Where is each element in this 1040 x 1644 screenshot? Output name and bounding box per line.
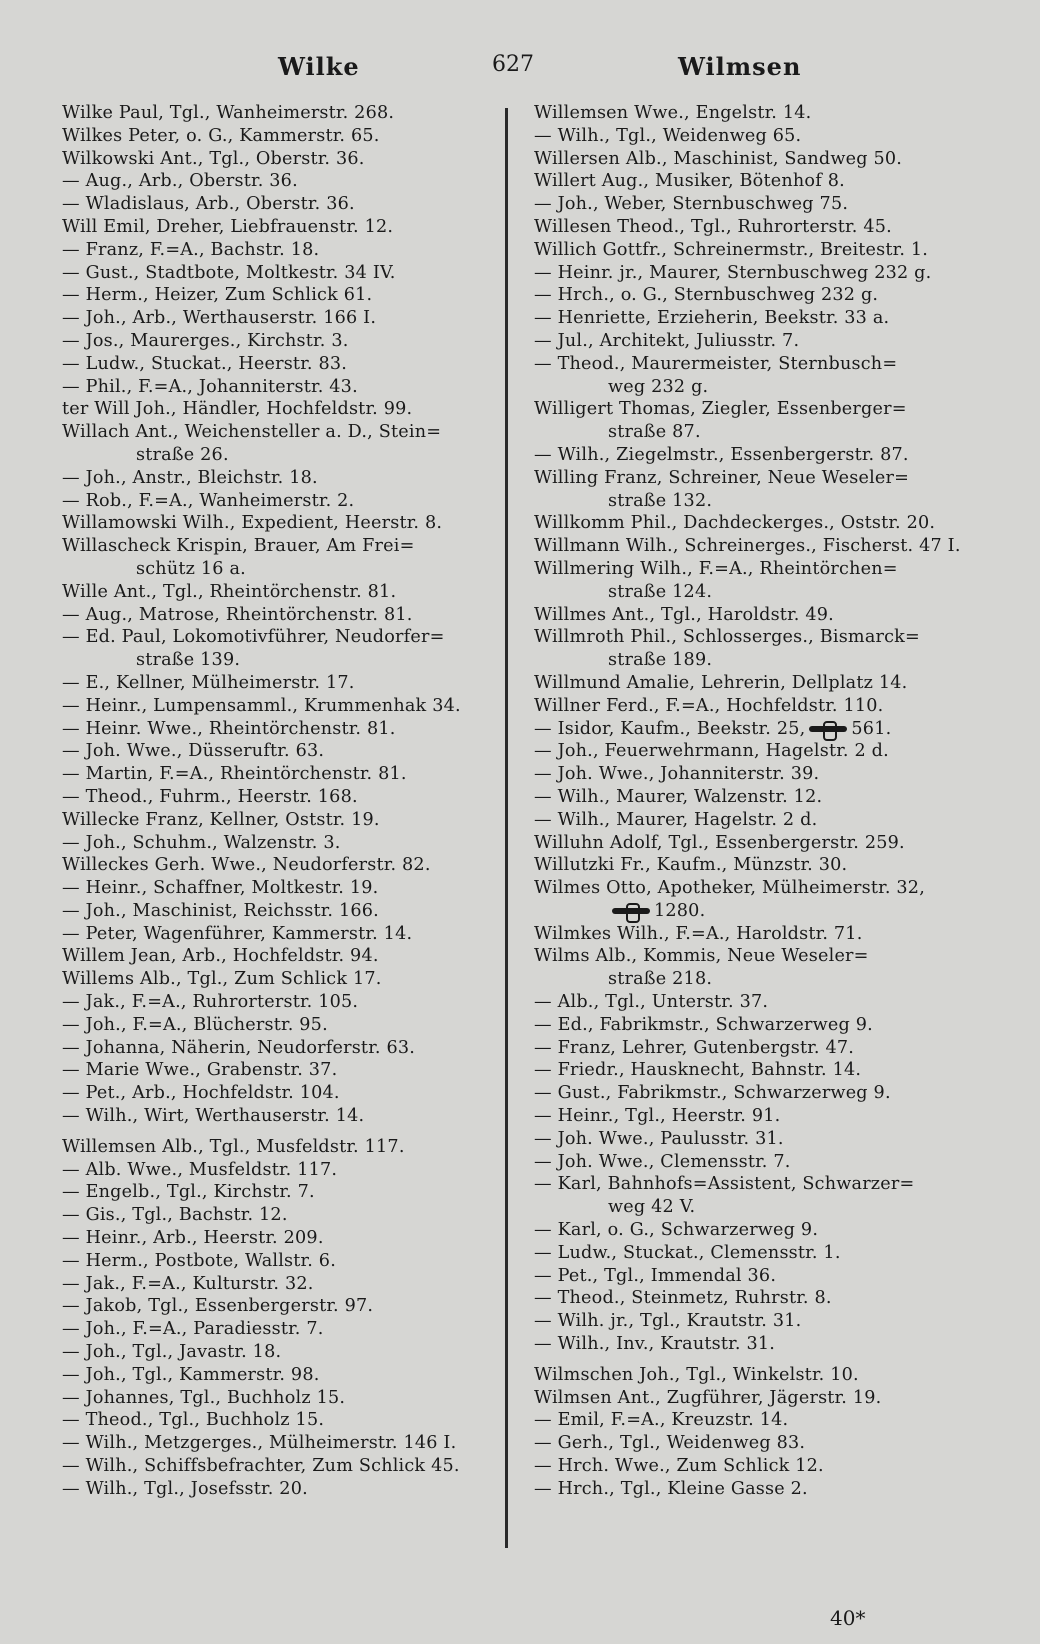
directory-entry (62, 604, 502, 627)
entry-text: — Wilh., Maurer, Walzenstr. 12. (534, 786, 823, 807)
entry-text: Willem Jean, Arb., Hochfeldstr. 94. (62, 946, 379, 967)
entry-text: — Heinr. jr., Maurer, Sternbuschweg 232 g. (534, 262, 932, 283)
entry-text: — Theod., Steinmetz, Ruhrstr. 8. (534, 1288, 832, 1309)
directory-entry (62, 900, 502, 923)
entry-text: — Heinr., Schaffner, Moltkestr. 19. (62, 878, 379, 899)
page-header (0, 52, 1040, 92)
directory-entry (534, 786, 974, 809)
entry-continuation: straße 124. (608, 581, 713, 602)
directory-entry (62, 353, 502, 376)
entry-text: — Hrch. Wwe., Zum Schlick 12. (534, 1456, 824, 1477)
entry-text: — Jakob, Tgl., Essenbergerstr. 97. (62, 1296, 374, 1317)
directory-entry (62, 535, 502, 581)
entry-text: — Alb. Wwe., Musfeldstr. 117. (62, 1159, 338, 1180)
entry-text: — Karl, o. G., Schwarzerweg 9. (534, 1220, 819, 1241)
entry-text: Willner Ferd., F.=A., Hochfeldstr. 110. (534, 695, 884, 716)
entry-text: — Joh. Wwe., Johanniterstr. 39. (534, 764, 820, 785)
directory-entry (62, 1318, 502, 1341)
entry-text: — Joh., Arb., Werthauserstr. 166 I. (62, 308, 377, 329)
directory-entry (534, 284, 974, 307)
entry-text: — Alb., Tgl., Unterstr. 37. (534, 992, 769, 1013)
directory-entry (62, 786, 502, 809)
entry-continuation: straße 139. (136, 650, 241, 671)
entry-text: Willersen Alb., Maschinist, Sandweg 50. (534, 148, 903, 169)
directory-entry (62, 1295, 502, 1318)
directory-entry (62, 695, 502, 718)
directory-entry (62, 1227, 502, 1250)
directory-entry (62, 740, 502, 763)
directory-entry (534, 353, 974, 399)
directory-entry (534, 1219, 974, 1242)
entry-continuation: schütz 16 a. (136, 558, 246, 579)
directory-entry (534, 1478, 974, 1501)
entry-text: — E., Kellner, Mülheimerstr. 17. (62, 672, 355, 693)
directory-entry (62, 216, 502, 239)
column-divider (505, 108, 508, 1548)
entry-continuation: straße 218. (608, 969, 713, 990)
directory-entry (534, 262, 974, 285)
directory-entry (534, 307, 974, 330)
directory-entry (62, 467, 502, 490)
entry-text: — Joh., Tgl., Javastr. 18. (62, 1342, 282, 1363)
entry-text: Willecke Franz, Kellner, Oststr. 19. (62, 809, 380, 830)
directory-entry (62, 1387, 502, 1410)
telephone-icon (612, 906, 650, 916)
right-column (534, 102, 974, 1501)
directory-entry (534, 1409, 974, 1432)
directory-entry (62, 1082, 502, 1105)
entry-text: — Gis., Tgl., Bachstr. 12. (62, 1205, 288, 1226)
directory-entry (534, 148, 974, 171)
entry-text: — Wilh., Inv., Krautstr. 31. (534, 1334, 776, 1355)
entry-text: — Joh., F.=A., Paradiesstr. 7. (62, 1319, 324, 1340)
entry-text: — Pet., Tgl., Immendal 36. (534, 1265, 777, 1286)
entry-continuation (534, 900, 974, 923)
directory-entry (534, 740, 974, 763)
entry-text: Willmund Amalie, Lehrerin, Dellplatz 14. (534, 672, 908, 693)
entry-text: Willmes Ant., Tgl., Haroldstr. 49. (534, 604, 834, 625)
directory-entry (534, 945, 974, 991)
directory-entry (62, 170, 502, 193)
directory-entry (62, 832, 502, 855)
directory-entry (62, 923, 502, 946)
entry-text: — Joh., F.=A., Blücherstr. 95. (62, 1014, 328, 1035)
header-right-word: Wilmsen (678, 52, 802, 81)
directory-entry (534, 877, 974, 923)
directory-entry (534, 558, 974, 604)
entry-text: — Wilh., Metzgerges., Mülheimerstr. 146 I. (62, 1433, 457, 1454)
directory-entry (534, 695, 974, 718)
directory-entry (62, 1181, 502, 1204)
entry-text: — Henriette, Erzieherin, Beekstr. 33 a. (534, 308, 890, 329)
directory-entry (62, 239, 502, 262)
entry-text: — Wilh., Tgl., Weidenweg 65. (534, 125, 802, 146)
directory-entry (534, 467, 974, 513)
entry-text: — Wilh. jr., Tgl., Krautstr. 31. (534, 1311, 802, 1332)
directory-entry (534, 1455, 974, 1478)
directory-entry (62, 626, 502, 672)
directory-entry (534, 1242, 974, 1265)
directory-entry (534, 604, 974, 627)
entry-text: Willemsen Wwe., Engelstr. 14. (534, 103, 812, 123)
entry-text: Willeckes Gerh. Wwe., Neudorferstr. 82. (62, 855, 431, 876)
entry-continuation: straße 87. (608, 422, 701, 443)
directory-entry (534, 1432, 974, 1455)
directory-entry (534, 854, 974, 877)
directory-entry (62, 1409, 502, 1432)
entry-text: — Wladislaus, Arb., Oberstr. 36. (62, 194, 355, 215)
entry-text: — Ludw., Stuckat., Clemensstr. 1. (534, 1242, 841, 1263)
entry-text: — Theod., Tgl., Buchholz 15. (62, 1410, 325, 1431)
entry-text: — Joh. Wwe., Paulusstr. 31. (534, 1128, 784, 1149)
entry-text: Wilms Alb., Kommis, Neue Weseler= (534, 946, 869, 967)
directory-entry (62, 330, 502, 353)
directory-entry (534, 923, 974, 946)
entry-text: — Emil, F.=A., Kreuzstr. 14. (534, 1410, 789, 1431)
directory-entry (534, 1105, 974, 1128)
directory-entry (62, 1341, 502, 1364)
entry-text: — Aug., Matrose, Rheintörchenstr. 81. (62, 604, 413, 625)
phone-number: 1280. (654, 900, 706, 921)
left-column (62, 102, 502, 1501)
directory-entry (534, 1265, 974, 1288)
directory-entry (62, 284, 502, 307)
entry-text: — Joh., Weber, Sternbuschweg 75. (534, 194, 849, 215)
entry-text: — Rob., F.=A., Wanheimerstr. 2. (62, 490, 355, 511)
entry-continuation: weg 42 V. (608, 1197, 696, 1218)
entry-text: Willing Franz, Schreiner, Neue Weseler= (534, 467, 910, 488)
directory-entry (62, 193, 502, 216)
directory-entry (534, 809, 974, 832)
directory-entry (62, 1159, 502, 1182)
directory-entry (62, 672, 502, 695)
directory-entry (62, 854, 502, 877)
directory-entry (62, 1204, 502, 1227)
directory-entry (534, 1128, 974, 1151)
entry-text: — Wilh., Ziegelmstr., Essenbergerstr. 87. (534, 444, 909, 465)
entry-text: — Herm., Heizer, Zum Schlick 61. (62, 285, 373, 306)
entry-text: — Heinr. Wwe., Rheintörchenstr. 81. (62, 718, 396, 739)
entry-text: Willascheck Krispin, Brauer, Am Frei= (62, 536, 415, 557)
entry-text: — Karl, Bahnhofs=Assistent, Schwarzer= (534, 1174, 915, 1195)
directory-entry (534, 1333, 974, 1356)
directory-entry (534, 216, 974, 239)
directory-entry (62, 512, 502, 535)
entry-text: — Jak., F.=A., Ruhrorterstr. 105. (62, 992, 359, 1013)
entry-text: Wilmes Otto, Apotheker, Mülheimerstr. 32, (534, 878, 925, 899)
entry-text: — Joh., Schuhm., Walzenstr. 3. (62, 832, 341, 853)
entry-text: Wilmkes Wilh., F.=A., Haroldstr. 71. (534, 923, 863, 944)
directory-entry (534, 102, 974, 125)
directory-entry (534, 170, 974, 193)
entry-continuation: straße 189. (608, 650, 713, 671)
phone-number: 561. (851, 718, 892, 739)
sheet-mark: 40* (830, 1606, 866, 1630)
directory-entry (62, 125, 502, 148)
directory-entry (62, 490, 502, 513)
directory-entry (534, 626, 974, 672)
entry-text: — Gerh., Tgl., Weidenweg 83. (534, 1433, 806, 1454)
entry-text: Willert Aug., Musiker, Bötenhof 8. (534, 171, 845, 192)
directory-entry (62, 991, 502, 1014)
directory-entry (62, 102, 502, 125)
entry-text: — Herm., Postbote, Wallstr. 6. (62, 1250, 336, 1271)
directory-entry (62, 809, 502, 832)
directory-entry (534, 991, 974, 1014)
directory-entry (534, 1082, 974, 1105)
entry-text: — Joh., Maschinist, Reichsstr. 166. (62, 900, 379, 921)
entry-text: — Jak., F.=A., Kulturstr. 32. (62, 1273, 314, 1294)
directory-entry (62, 1364, 502, 1387)
directory-entry (534, 1151, 974, 1174)
entry-text: — Heinr., Lumpensamml., Krummenhak 34. (62, 695, 461, 716)
entry-text: — Heinr., Arb., Heerstr. 209. (62, 1228, 324, 1249)
directory-entry (62, 1136, 502, 1159)
entry-text: — Martin, F.=A., Rheintörchenstr. 81. (62, 764, 407, 785)
entry-text: Willutzki Fr., Kaufm., Münzstr. 30. (534, 855, 848, 876)
entry-text: Willmering Wilh., F.=A., Rheintörchen= (534, 558, 898, 579)
entry-text: — Joh. Wwe., Düsseruftr. 63. (62, 741, 325, 762)
entry-text: — Wilh., Wirt, Werthauserstr. 14. (62, 1106, 365, 1127)
directory-entry (62, 763, 502, 786)
entry-text: Wilmsen Ant., Zugführer, Jägerstr. 19. (534, 1387, 882, 1408)
entry-text: Willich Gottfr., Schreinermstr., Breitestr. 1. (534, 239, 929, 260)
telephone-icon (809, 724, 847, 734)
entry-text: Wilkowski Ant., Tgl., Oberstr. 36. (62, 148, 365, 169)
entry-text: ter Will Joh., Händler, Hochfeldstr. 99. (62, 399, 413, 420)
directory-entry (62, 877, 502, 900)
entry-text: — Aug., Arb., Oberstr. 36. (62, 171, 298, 192)
directory-entry (534, 1287, 974, 1310)
directory-entry (62, 968, 502, 991)
directory-entry (534, 398, 974, 444)
entry-text: — Ed. Paul, Lokomotivführer, Neudorfer= (62, 627, 445, 648)
directory-entry (534, 535, 974, 558)
entry-text: — Peter, Wagenführer, Kammerstr. 14. (62, 923, 413, 944)
entry-text: Will Emil, Dreher, Liebfrauenstr. 12. (62, 216, 394, 237)
entry-text: — Gust., Fabrikmstr., Schwarzerweg 9. (534, 1083, 891, 1104)
entry-text: — Isidor, Kaufm., Beekstr. 25, (534, 718, 806, 739)
directory-entry (534, 1387, 974, 1410)
directory-entry (62, 398, 502, 421)
entry-text: — Joh., Tgl., Kammerstr. 98. (62, 1364, 320, 1385)
entry-text: — Wilh., Maurer, Hagelstr. 2 d. (534, 809, 818, 830)
directory-entry (534, 1310, 974, 1333)
entry-text: — Jos., Maurerges., Kirchstr. 3. (62, 330, 349, 351)
entry-text: Willemsen Alb., Tgl., Musfeldstr. 117. (62, 1136, 405, 1157)
entry-text: — Friedr., Hausknecht, Bahnstr. 14. (534, 1060, 862, 1081)
entry-text: Wilmschen Joh., Tgl., Winkelstr. 10. (534, 1364, 859, 1385)
page-number: 627 (492, 52, 534, 77)
entry-text: Wilkes Peter, o. G., Kammerstr. 65. (62, 125, 380, 146)
directory-entry (534, 672, 974, 695)
entry-text: — Johannes, Tgl., Buchholz 15. (62, 1387, 346, 1408)
directory-entry (534, 1364, 974, 1387)
directory-entry (62, 1014, 502, 1037)
directory-entry (62, 148, 502, 171)
directory-entry (62, 1059, 502, 1082)
entry-text: — Engelb., Tgl., Kirchstr. 7. (62, 1182, 315, 1203)
directory-entry (534, 1014, 974, 1037)
entry-text: Wilke Paul, Tgl., Wanheimerstr. 268. (62, 103, 395, 123)
directory-entry (62, 1250, 502, 1273)
directory-entry (62, 307, 502, 330)
directory-entry (62, 262, 502, 285)
directory-entry (62, 718, 502, 741)
directory-entry (534, 330, 974, 353)
entry-text: Willkomm Phil., Dachdeckerges., Oststr. 20. (534, 513, 936, 534)
directory-entry (534, 718, 974, 741)
directory-entry (62, 1432, 502, 1455)
entry-text: Willamowski Wilh., Expedient, Heerstr. 8. (62, 513, 443, 534)
directory-entry (62, 1478, 502, 1501)
entry-text: — Johanna, Näherin, Neudorferstr. 63. (62, 1037, 416, 1058)
entry-text: — Franz, F.=A., Bachstr. 18. (62, 239, 320, 260)
directory-entry (534, 832, 974, 855)
entry-text: — Hrch., o. G., Sternbuschweg 232 g. (534, 285, 879, 306)
directory-entry (62, 376, 502, 399)
entry-text: Willach Ant., Weichensteller a. D., Stein= (62, 422, 442, 443)
entry-text: — Pet., Arb., Hochfeldstr. 104. (62, 1083, 340, 1104)
entry-text: — Theod., Fuhrm., Heerstr. 168. (62, 786, 358, 807)
entry-text: Willmann Wilh., Schreinerges., Fischerst. 47 I. (534, 536, 961, 557)
entry-continuation: straße 132. (608, 490, 713, 511)
directory-entry (62, 421, 502, 467)
entry-text: — Wilh., Tgl., Josefsstr. 20. (62, 1478, 308, 1499)
directory-entry (534, 1173, 974, 1219)
entry-text: — Joh., Anstr., Bleichstr. 18. (62, 467, 318, 488)
directory-entry (62, 1455, 502, 1478)
directory-entry (62, 1273, 502, 1296)
directory-entry (534, 512, 974, 535)
entry-text: Willesen Theod., Tgl., Ruhrorterstr. 45. (534, 216, 892, 237)
directory-entry (534, 1037, 974, 1060)
entry-text: Willmroth Phil., Schlosserges., Bismarck= (534, 627, 920, 648)
entry-text: — Hrch., Tgl., Kleine Gasse 2. (534, 1478, 808, 1499)
directory-entry (534, 444, 974, 467)
entry-text: — Joh. Wwe., Clemensstr. 7. (534, 1151, 791, 1172)
entry-text: — Franz, Lehrer, Gutenbergstr. 47. (534, 1037, 855, 1058)
entry-text: — Wilh., Schiffsbefrachter, Zum Schlick 45. (62, 1456, 460, 1477)
entry-text: — Joh., Feuerwehrmann, Hagelstr. 2 d. (534, 741, 889, 762)
entry-continuation: straße 26. (136, 444, 229, 465)
directory-entry (62, 1037, 502, 1060)
header-left-word: Wilke (278, 52, 360, 81)
entry-text: Willuhn Adolf, Tgl., Essenbergerstr. 259. (534, 832, 905, 853)
entry-continuation: weg 232 g. (608, 376, 709, 397)
directory-entry (534, 193, 974, 216)
directory-entry (62, 945, 502, 968)
entry-text: — Jul., Architekt, Juliusstr. 7. (534, 330, 800, 351)
directory-entry (534, 239, 974, 262)
entry-text: — Ed., Fabrikmstr., Schwarzerweg 9. (534, 1014, 873, 1035)
entry-text: Willigert Thomas, Ziegler, Essenberger= (534, 399, 907, 420)
entry-text: — Ludw., Stuckat., Heerstr. 83. (62, 353, 348, 374)
entry-text: — Theod., Maurermeister, Sternbusch= (534, 353, 898, 374)
directory-entry (534, 1059, 974, 1082)
directory-entry (62, 1105, 502, 1128)
entry-text: Wille Ant., Tgl., Rheintörchenstr. 81. (62, 581, 397, 602)
entry-text: Willems Alb., Tgl., Zum Schlick 17. (62, 969, 382, 990)
directory-entry (534, 763, 974, 786)
entry-text: — Gust., Stadtbote, Moltkestr. 34 IV. (62, 262, 396, 283)
directory-entry (534, 125, 974, 148)
entry-text: — Phil., F.=A., Johanniterstr. 43. (62, 376, 358, 397)
directory-entry (62, 581, 502, 604)
entry-text: — Marie Wwe., Grabenstr. 37. (62, 1060, 338, 1081)
entry-text: — Heinr., Tgl., Heerstr. 91. (534, 1106, 781, 1127)
